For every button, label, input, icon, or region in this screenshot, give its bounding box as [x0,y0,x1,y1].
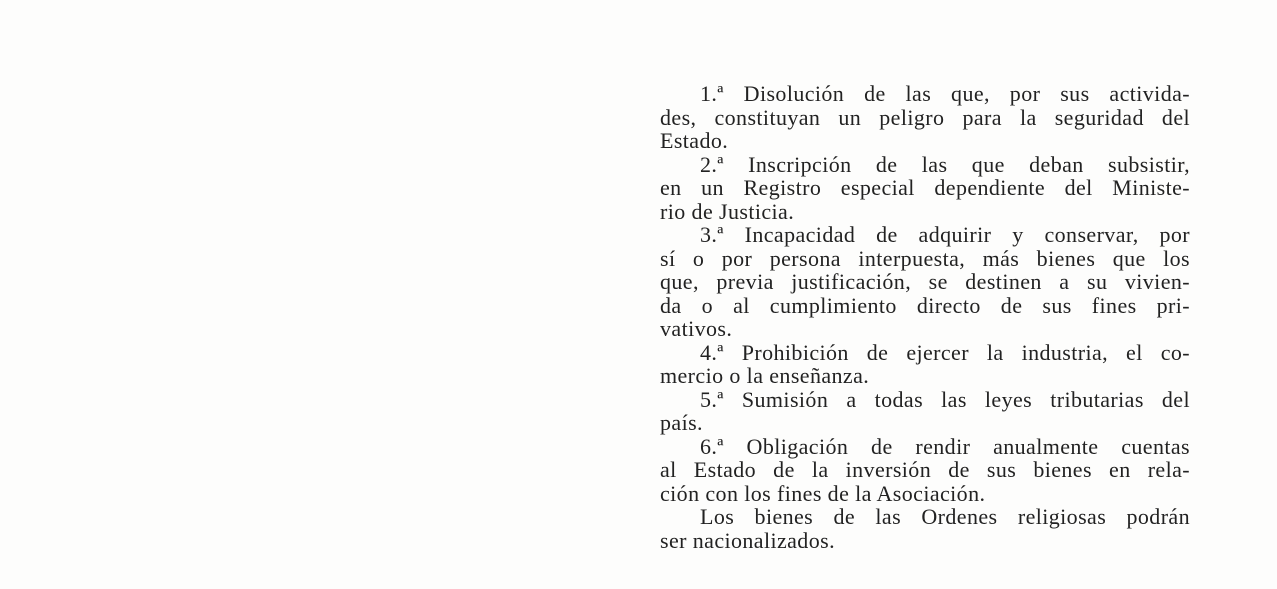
text-line: 4.ª Prohibición de ejercer la industria, el co- [700,339,1190,365]
text-line: al Estado de la inversión de sus bienes en rela- [660,457,1190,482]
text-line: 1.ª Disolución de las que, por sus activida- [700,81,1190,106]
text-line: 3.ª Incapacidad de adquirir y conservar, por [700,222,1190,247]
closing-paragraph [660,505,1190,552]
clause-2 [660,153,1190,224]
text-line: ser nacionalizados. [660,527,835,553]
clause-5 [660,388,1190,435]
text-line: vativos. [660,316,733,341]
text-line: país. [660,410,703,435]
article-text [660,82,1190,552]
clause-1 [660,82,1190,153]
text-line: 6.ª Obligación de rendir anualmente cuentas [700,433,1190,459]
text-line: sí o por persona interpuesta, más bienes que los [660,245,1190,271]
text-line: en un Registro especial dependiente del Ministe- [660,175,1190,200]
text-line: des, constituyan un peligro para la seguridad del [660,104,1190,130]
text-line: ción con los fines de la Asociación. [660,480,986,506]
clause-6 [660,435,1190,506]
text-line: Estado. [660,128,729,153]
text-line: da o al cumplimiento directo de sus fines pri- [660,292,1190,318]
text-line: que, previa justificación, se destinen a su vivien- [660,269,1190,294]
text-line: mercio o la enseñanza. [660,363,870,388]
clause-3 [660,223,1190,341]
text-line: 5.ª Sumisión a todas las leyes tributarias del [700,386,1190,412]
text-line: Los bienes de las Ordenes religiosas podrán [700,504,1190,529]
text-line: 2.ª Inscripción de las que deban subsistir, [700,151,1190,177]
text-line: rio de Justicia. [660,198,795,224]
clause-4 [660,341,1190,388]
